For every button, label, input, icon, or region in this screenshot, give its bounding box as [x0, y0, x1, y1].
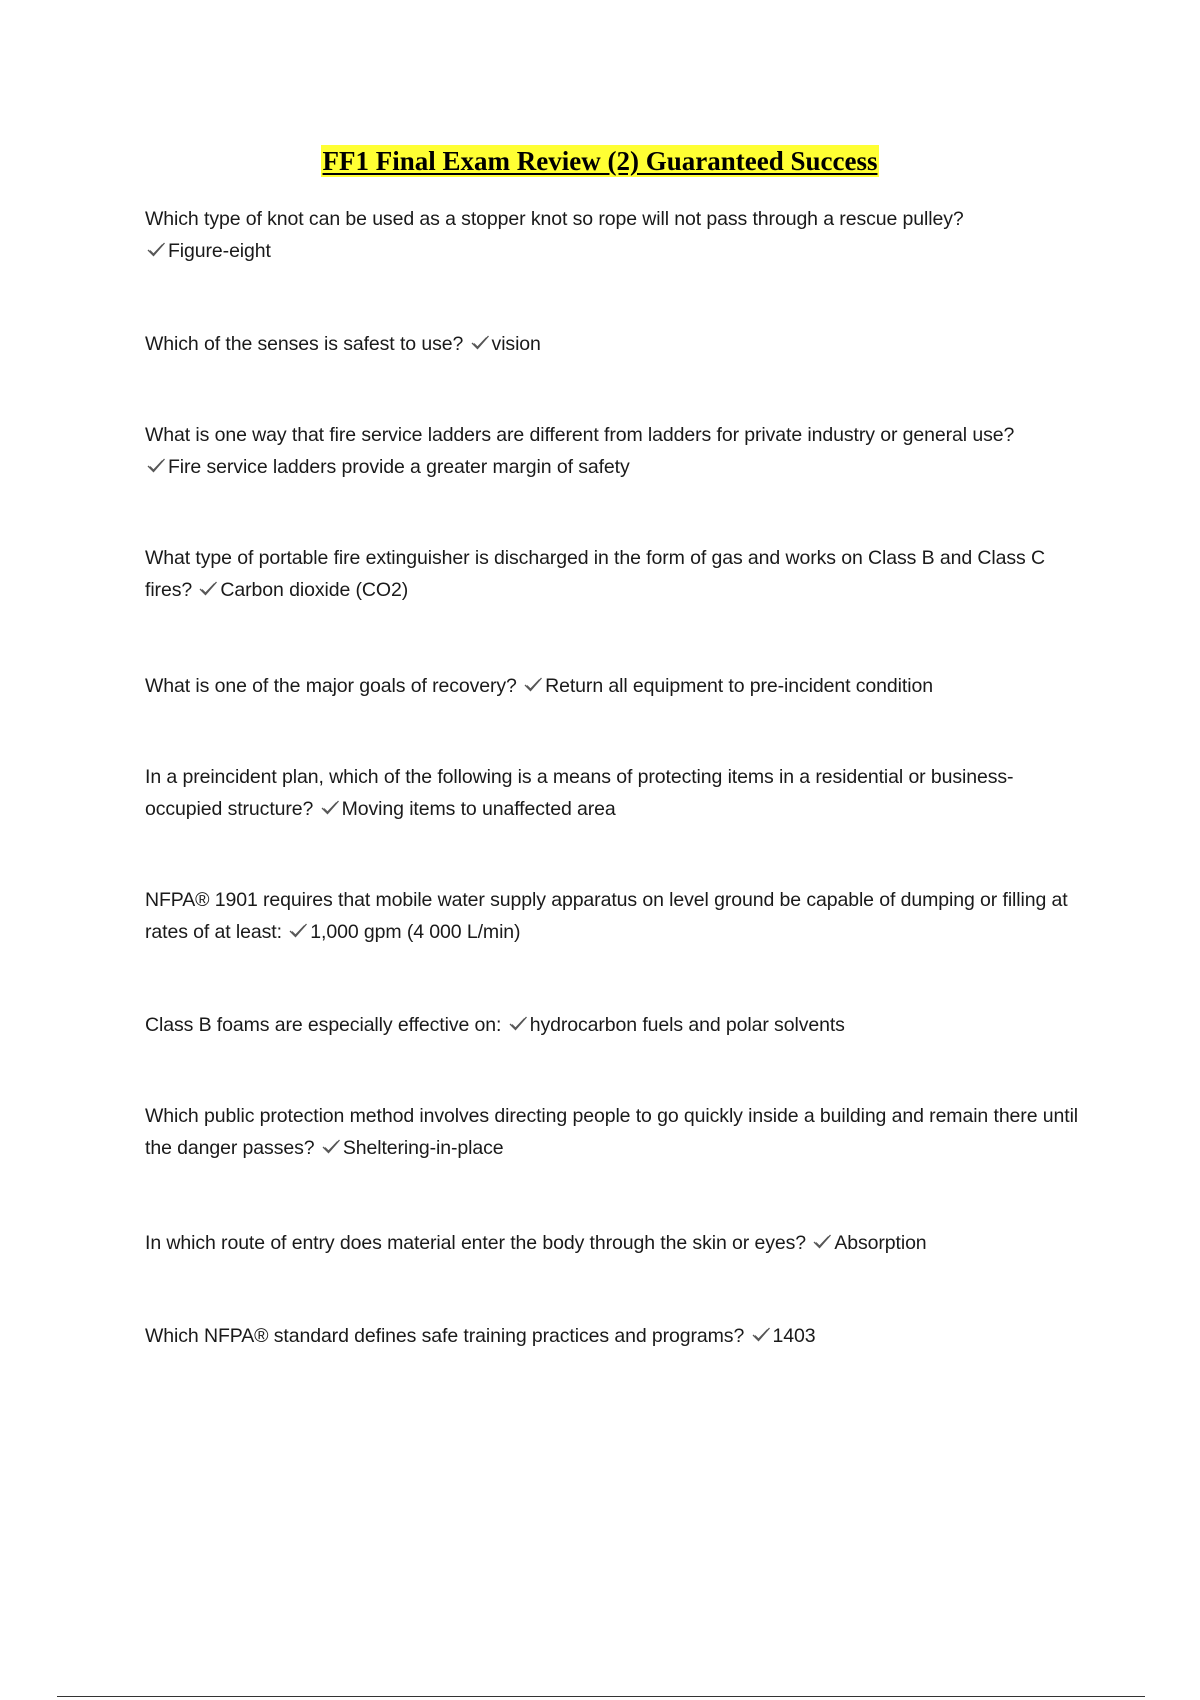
question-text: What is one of the major goals of recovery?: [145, 675, 517, 697]
check-icon: [145, 241, 167, 259]
title-wrap: [0, 145, 1200, 177]
answer-text: hydrocarbon fuels and polar solvents: [529, 1014, 845, 1036]
question-text: In which route of entry does material enter the body through the skin or eyes?: [145, 1232, 806, 1254]
question-text: NFPA® 1901 requires that mobile water supply apparatus on level ground be capable of dumping or filling at rates of at least:: [145, 889, 1068, 943]
check-icon: [197, 580, 219, 598]
answer-text: 1403: [772, 1325, 816, 1347]
question-text: Which of the senses is safest to use?: [145, 333, 464, 355]
answer-text: Fire service ladders provide a greater margin of safety: [168, 456, 630, 478]
qa-item: [145, 542, 1090, 606]
question-text: Which NFPA® standard defines safe training practices and programs?: [145, 1325, 745, 1347]
question-text: In a preincident plan, which of the following is a means of protecting items in a residential or business-occupied structure?: [145, 766, 1014, 820]
question-text: Which type of knot can be used as a stopper knot so rope will not pass through a rescue pulley?: [145, 208, 964, 230]
footer-divider: [57, 1696, 1145, 1697]
question-text: What is one way that fire service ladders are different from ladders for private industry or general use?: [145, 424, 1015, 446]
question-text: Which public protection method involves directing people to go quickly inside a building and remain there until the danger passes?: [145, 1105, 1079, 1159]
check-icon: [811, 1233, 833, 1251]
answer-text: Sheltering-in-place: [342, 1137, 504, 1159]
answer-text: 1,000 gpm (4 000 L/min): [310, 921, 521, 943]
qa-item: [145, 419, 1090, 483]
qa-item: [145, 328, 1090, 360]
qa-item: [145, 761, 1090, 825]
check-icon: [750, 1326, 772, 1344]
answer-text: Figure-eight: [168, 240, 271, 262]
check-icon: [145, 457, 167, 475]
answer-text: Absorption: [834, 1232, 927, 1254]
answer-text: Return all equipment to pre-incident condition: [545, 675, 933, 697]
check-icon: [320, 1138, 342, 1156]
answer-text: Moving items to unaffected area: [341, 798, 616, 820]
answer-text: vision: [491, 333, 541, 355]
qa-item: [145, 1227, 1090, 1259]
document-title: FF1 Final Exam Review (2) Guaranteed Success: [322, 146, 878, 176]
qa-item: [145, 1100, 1090, 1164]
check-icon: [319, 799, 341, 817]
qa-item: [145, 1009, 1090, 1041]
qa-item: [145, 203, 1090, 267]
answer-text: Carbon dioxide (CO2): [220, 579, 409, 601]
question-text: Class B foams are especially effective on:: [145, 1014, 502, 1036]
check-icon: [507, 1015, 529, 1033]
qa-item: [145, 670, 1090, 702]
qa-item: [145, 1320, 1090, 1352]
question-text: What type of portable fire extinguisher is discharged in the form of gas and works on Class B and Class C fires?: [145, 547, 1045, 601]
check-icon: [287, 922, 309, 940]
qa-item: [145, 884, 1090, 948]
check-icon: [522, 676, 544, 694]
check-icon: [469, 334, 491, 352]
